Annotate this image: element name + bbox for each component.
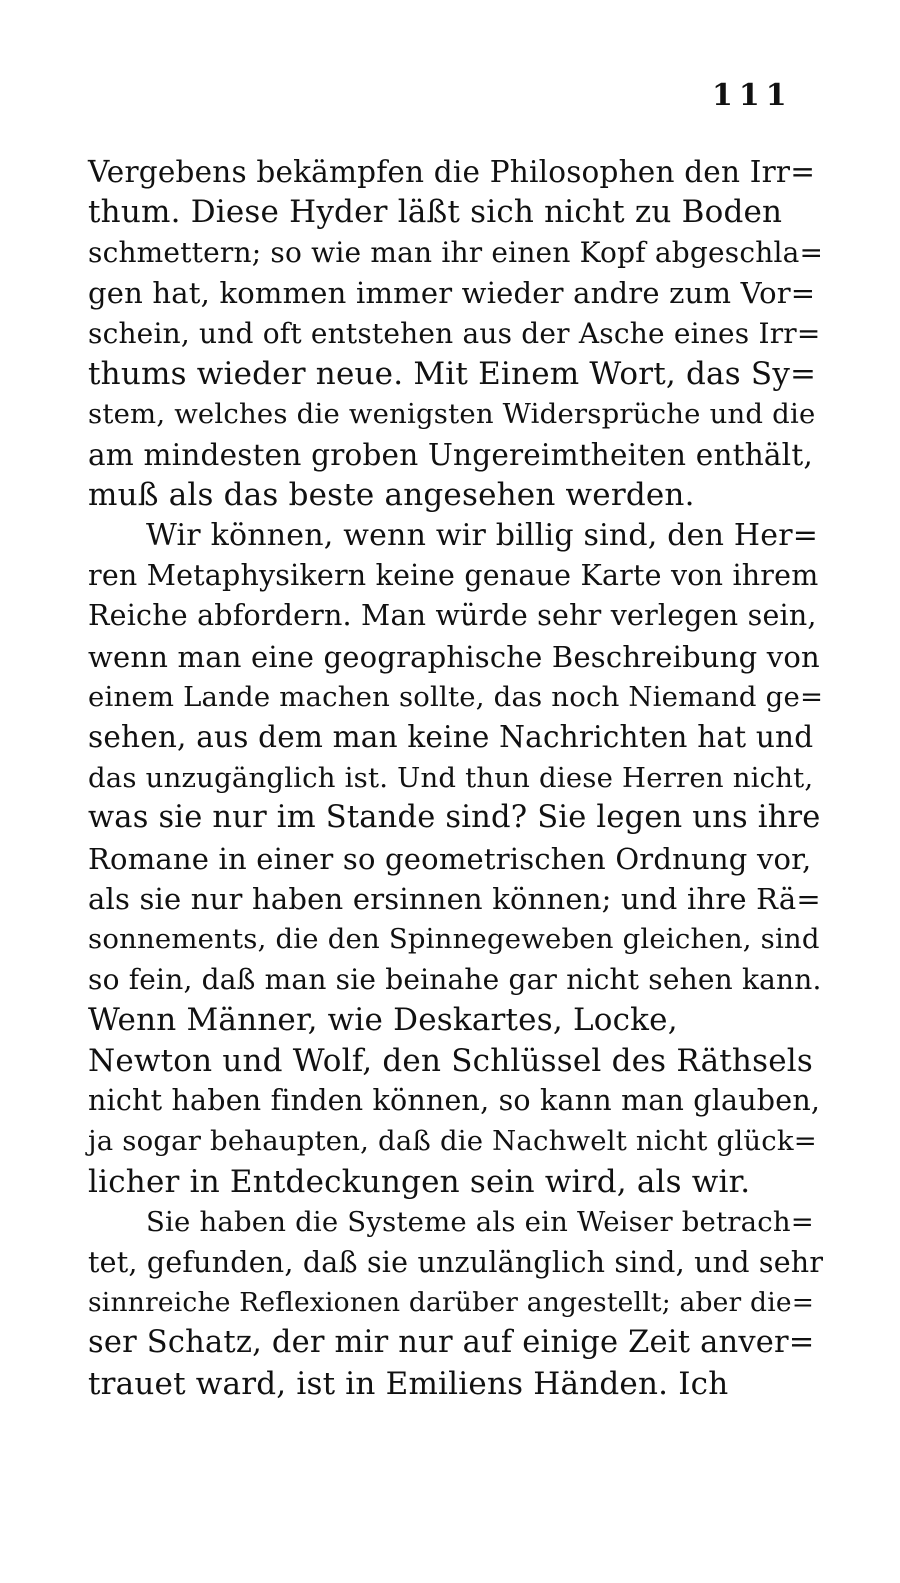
text-line: trauet ward, ist in Emiliens Händen. Ich [88, 1365, 729, 1402]
text-line: sinnreiche Reflexionen darüber angestellt; aber die= [88, 1286, 815, 1318]
text-line: Newton und Wolf, den Schlüssel des Räthsels [88, 1042, 813, 1079]
text-line: Wenn Männer, wie Deskartes, Locke, [88, 1002, 678, 1039]
text-line: sehen, aus dem man keine Nachrichten hat und [88, 720, 814, 755]
text-line: thum. Diese Hyder läßt sich nicht zu Boden [88, 194, 783, 231]
text-line: Wir können, wenn wir billig sind, den Her= [146, 517, 819, 553]
text-line: sonnements, die den Spinnegeweben gleichen, sind [88, 923, 820, 956]
text-line: ren Metaphysikern keine genaue Karte von ihrem [88, 558, 819, 592]
text-line: muß als das beste angesehen werden. [88, 477, 695, 514]
paragraph-3 [88, 1202, 823, 1404]
text-line: licher in Entdeckungen sein wird, als wir. [88, 1163, 751, 1200]
paragraph-2 [88, 516, 823, 1203]
text-line: ser Schatz, der mir nur auf einige Zeit anver= [88, 1325, 815, 1361]
page-number: 111 [712, 78, 793, 113]
text-line: thums wieder neue. Mit Einem Wort, das Sy= [88, 355, 817, 392]
paragraph-1 [88, 152, 823, 516]
text-line: Sie haben die Systeme als ein Weiser betrach= [146, 1206, 814, 1239]
text-line: ja sogar behaupten, daß die Nachwelt nicht glück= [88, 1125, 817, 1158]
text-line: gen hat, kommen immer wieder andre zum Vor= [88, 276, 816, 311]
text-line: Romane in einer so geometrischen Ordnung vor, [88, 841, 812, 876]
text-line: wenn man eine geographische Beschreibung von [88, 639, 820, 674]
text-line: schmettern; so wie man ihr einen Kopf abgeschla= [88, 235, 824, 269]
text-line: als sie nur haben ersinnen können; und ihre Rä= [88, 882, 821, 917]
text-line: einem Lande machen sollte, das noch Niemand ge= [88, 681, 824, 714]
text-line: stem, welches die wenigsten Widersprüche und die [88, 398, 816, 431]
text-line: am mindesten groben Ungereimtheiten enthält, [88, 437, 813, 472]
text-line: Vergebens bekämpfen die Philosophen den Irr= [88, 155, 816, 189]
text-line: nicht haben finden können, so kann man glauben, [88, 1083, 821, 1117]
text-line: tet, gefunden, daß sie unzulänglich sind, und sehr [88, 1245, 824, 1279]
body-text [88, 152, 823, 1404]
text-line: das unzugänglich ist. Und thun diese Herren nicht, [88, 761, 814, 794]
text-line: Reiche abfordern. Man würde sehr verlegen sein, [88, 599, 817, 633]
text-line: schein, und oft entstehen aus der Asche eines Irr= [88, 316, 821, 350]
text-line: was sie nur im Stande sind? Sie legen uns ihre [88, 800, 821, 836]
text-line: so fein, daß man sie beinahe gar nicht sehen kann. [88, 962, 822, 996]
